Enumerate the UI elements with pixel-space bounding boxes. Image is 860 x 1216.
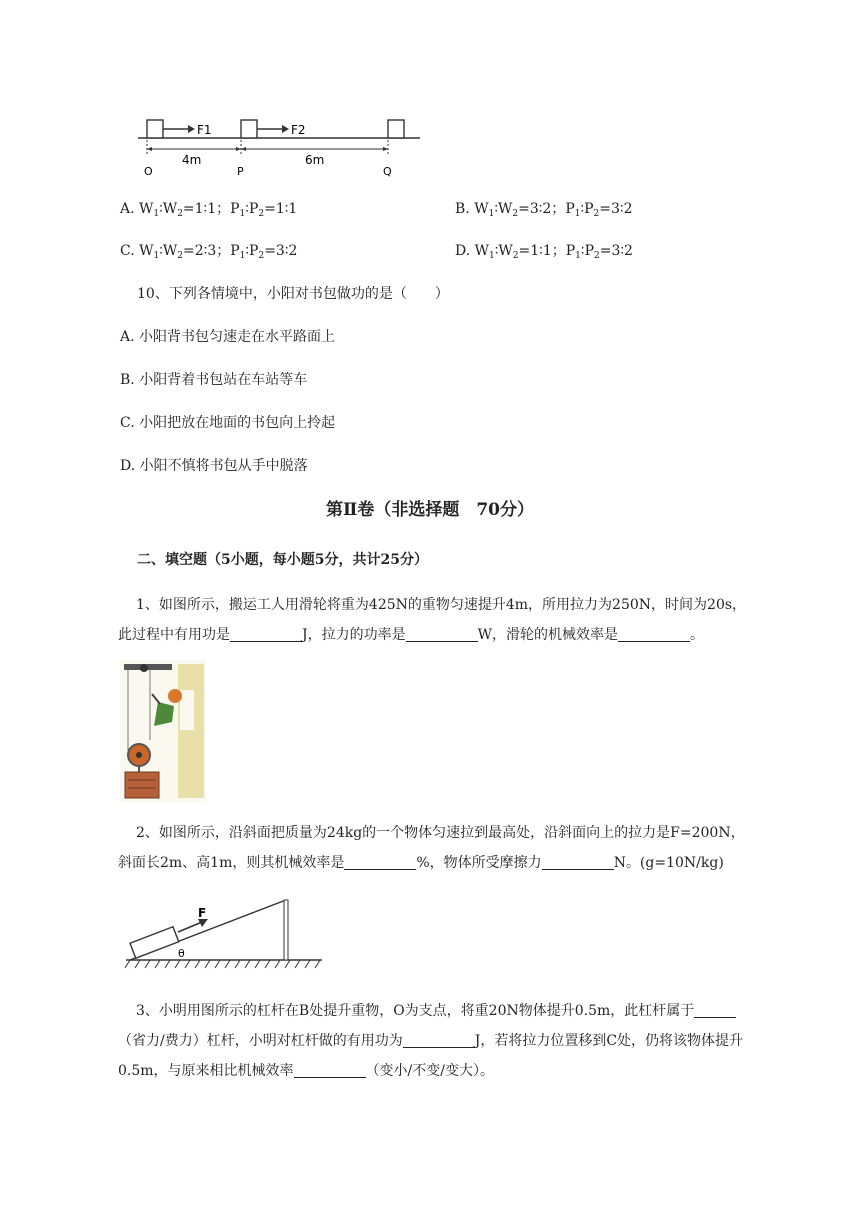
q3-line-3: 0.5m，与原来相比机械效率 （变小/不变/变大）。 <box>118 1063 494 1079</box>
arrow-f1-icon <box>188 125 195 133</box>
crate-icon <box>125 772 159 798</box>
part-ii-title: 第Ⅱ卷（非选择题 70分） <box>326 500 534 520</box>
q1-blank-power[interactable] <box>406 625 478 642</box>
label-f1: F1 <box>197 123 212 137</box>
q10-stem: 10、下列各情境中，小阳对书包做功的是（ ） <box>137 286 449 302</box>
q2-line-1: 2、如图所示，沿斜面把质量为24kg的一个物体匀速拉到最高处，沿斜面向上的拉力是F=200N， <box>136 825 745 841</box>
block-at-p <box>241 120 257 138</box>
block-at-q <box>388 120 404 138</box>
q1-line-2: 此过程中有用功是 J，拉力的功率是 W，滑轮的机械效率是 。 <box>118 627 705 643</box>
label-theta: θ <box>178 947 185 960</box>
worker-icon <box>168 689 182 703</box>
incline-figure <box>120 896 326 976</box>
incline-post <box>284 900 288 960</box>
q10-option-c: C. 小阳把放在地面的书包向上拎起 <box>120 415 336 431</box>
block-at-o <box>147 120 163 138</box>
q9-option-c: C. $W_1∶W_2=2∶3$；$P_1∶P_2=3∶2$ <box>120 243 298 261</box>
fill-question-3 <box>118 996 838 1086</box>
q2-blank-efficiency[interactable] <box>344 853 416 870</box>
fill-question-1 <box>118 590 818 650</box>
q3-blank-lever-type[interactable] <box>694 1001 736 1018</box>
q2-blank-friction[interactable] <box>542 853 614 870</box>
label-f2: F2 <box>291 123 306 137</box>
label-force: F <box>198 906 207 920</box>
q1-blank-efficiency[interactable] <box>618 625 690 642</box>
q9-option-d: D. $W_1∶W_2=1∶1$；$P_1∶P_2=3∶2$ <box>455 243 633 261</box>
q3-blank-efficiency-change[interactable] <box>294 1061 366 1078</box>
q3-line-1: 3、小明用图所示的杠杆在B处提升重物，O为支点，将重20N物体提升0.5m，此杠杆属于 <box>118 996 838 1026</box>
label-6m: 6m <box>305 153 325 167</box>
section-2-title: 二、填空题（5小题，每小题5分，共计25分） <box>137 552 428 568</box>
fill-question-2 <box>118 818 818 878</box>
q3-blank-useful-work[interactable] <box>403 1031 475 1048</box>
q2-line-2: 斜面长2m、高1m，则其机械效率是 %，物体所受摩擦力 N。(g=10N/kg) <box>118 855 724 871</box>
label-o: O <box>144 165 153 178</box>
q9-option-b: B. $W_1∶W_2=3∶2$；$P_1∶P_2=3∶2$ <box>455 201 633 219</box>
pulley-worker-figure <box>120 660 206 802</box>
label-q: Q <box>383 165 392 178</box>
q3-line-2: （省力/费力）杠杆，小明对杠杆做的有用功为 J，若将拉力位置移到C处，仍将该物体提升 <box>118 1033 744 1049</box>
label-p: P <box>237 165 244 178</box>
motion-diagram <box>130 112 430 178</box>
label-4m: 4m <box>182 153 202 167</box>
q9-option-a: A. $W_1∶W_2=1∶1$；$P_1∶P_2=1∶1$ <box>120 201 298 219</box>
q10-option-a: A. 小阳背书包匀速走在水平路面上 <box>120 329 336 345</box>
q10-option-d: D. 小阳不慎将书包从手中脱落 <box>120 458 308 474</box>
q1-blank-useful-work[interactable] <box>230 625 302 642</box>
incline-block <box>130 927 179 958</box>
q10-option-b: B. 小阳背着书包站在车站等车 <box>120 372 308 388</box>
q1-line-1: 1、如图所示，搬运工人用滑轮将重为425N的重物匀速提升4m，所用拉力为250N，时间为20s， <box>136 597 747 613</box>
arrow-f2-icon <box>282 125 289 133</box>
